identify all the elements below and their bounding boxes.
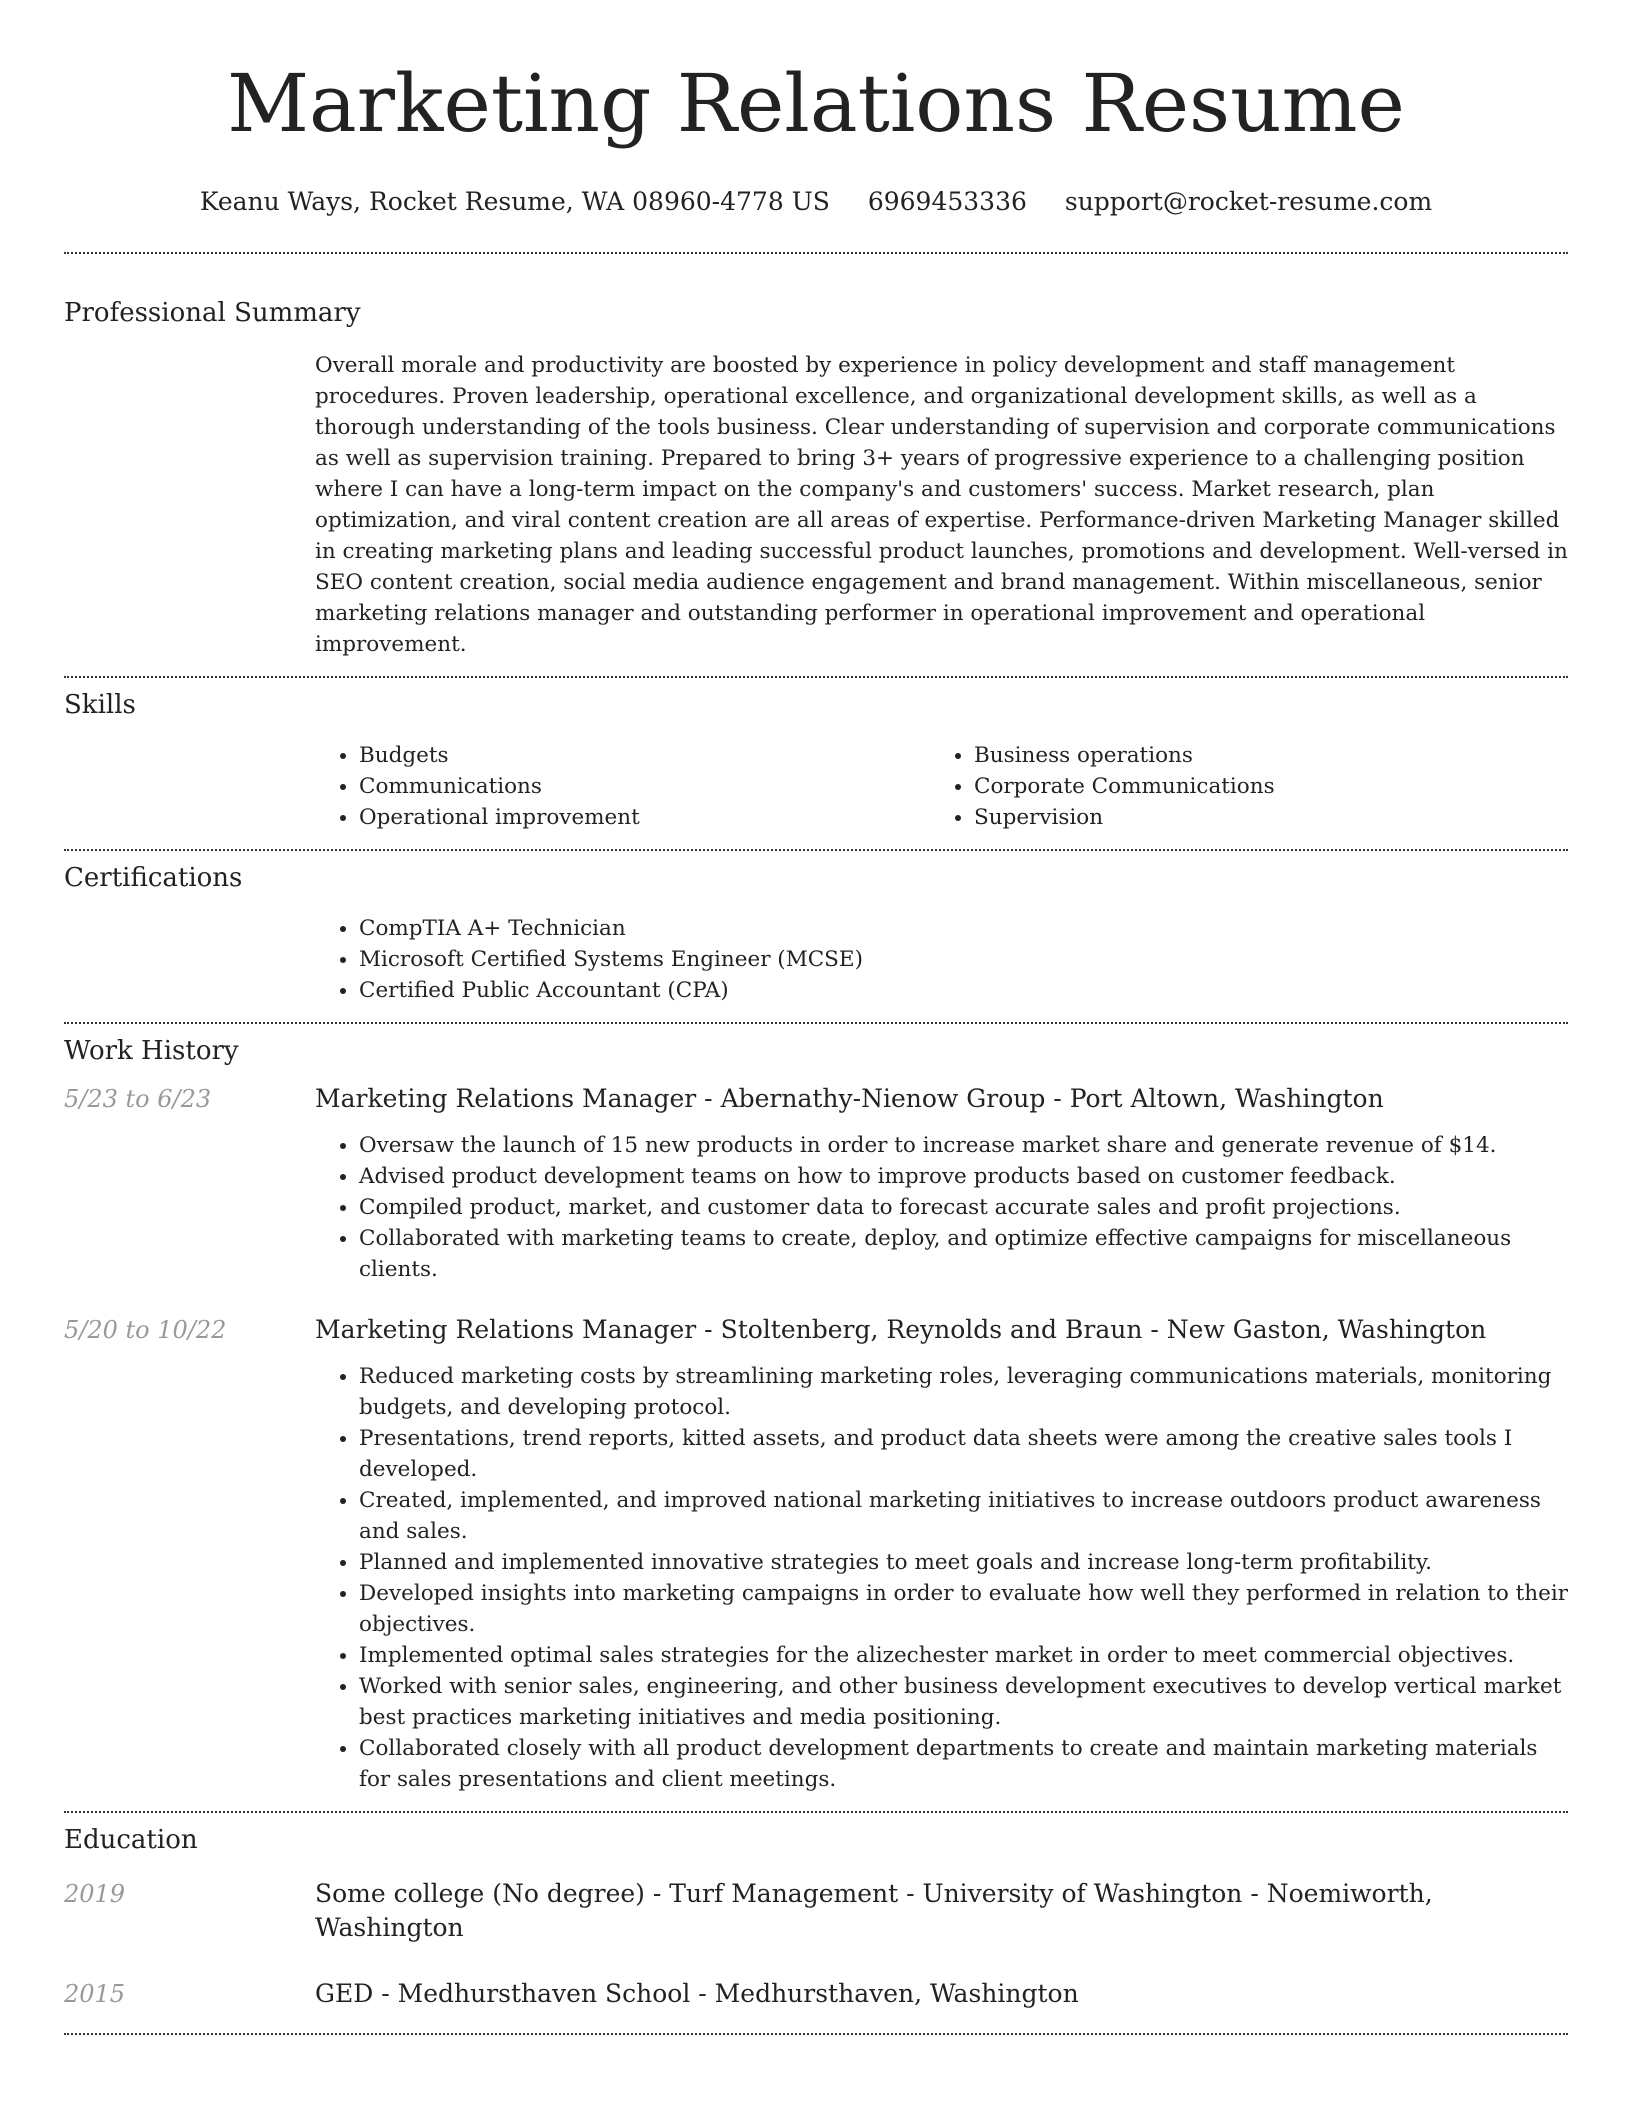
work-history-heading: Work History	[64, 1036, 239, 1066]
skill-item: • Supervision	[974, 802, 1330, 833]
skills-list-left	[315, 740, 930, 833]
skill-item: • Business operations	[974, 740, 1330, 771]
education-year: 2015	[64, 1980, 126, 2008]
certification-item: • CompTIA A+ Technician	[359, 913, 1568, 944]
job-bullet: • Advised product development teams on how to improve products based on customer feedback.	[359, 1161, 1568, 1192]
job-bullet: • Worked with senior sales, engineering, and other business development executives to develop vertical market best practices marketing initiatives and media positioning.	[359, 1671, 1568, 1733]
job-heading: Marketing Relations Manager - Stoltenberg, Reynolds and Braun - New Gaston, Washington	[315, 1315, 1487, 1344]
job-bullet: • Developed insights into marketing campaigns in order to evaluate how well they performed in relation to their objectives.	[359, 1578, 1568, 1640]
contact-email: support@rocket-resume.com	[1064, 187, 1433, 216]
job-bullets	[315, 1361, 1568, 1795]
job-bullet: • Reduced marketing costs by streamlining marketing roles, leveraging communications materials, monitoring budgets, and developing protocol.	[359, 1361, 1568, 1423]
job-dates: 5/23 to 6/23	[64, 1085, 212, 1113]
page-title: Marketing Relations Resume	[227, 57, 1405, 150]
skills-list-right	[930, 740, 1330, 833]
skill-item: • Operational improvement	[359, 802, 930, 833]
summary-text: Overall morale and productivity are boosted by experience in policy development and staff management procedures. Proven leadership, operational excellence, and organizational development skills, as well as a thorough understanding of the tools business. Clear understanding of supervision and corporate communications as well as supervision training. Prepared to bring 3+ years of progressive experience to a challenging position where I can have a long-term impact on the company's and customers' success. Market research, plan optimization, and viral content creation are all areas of expertise. Performance-driven Marketing Manager skilled in creating marketing plans and leading successful product launches, promotions and development. Well-versed in SEO content creation, social media audience engagement and brand management. Within miscellaneous, senior marketing relations manager and outstanding performer in operational improvement and operational improvement.	[315, 353, 1568, 657]
education-heading: Education	[64, 1825, 198, 1855]
work-history-section	[64, 1024, 1568, 1811]
education-text: Some college (No degree) - Turf Management - University of Washington - Noemiworth, Washington	[315, 1879, 1433, 1942]
job-bullet: • Collaborated closely with all product development departments to create and maintain marketing materials for sales presentations and client meetings.	[359, 1733, 1568, 1795]
certification-item: • Microsoft Certified Systems Engineer (MCSE)	[359, 944, 1568, 975]
job-bullet: • Oversaw the launch of 15 new products in order to increase market share and generate revenue of $14.	[359, 1130, 1568, 1161]
summary-section	[64, 254, 1568, 660]
job-bullet: • Planned and implemented innovative strategies to meet goals and increase long-term profitability.	[359, 1547, 1568, 1578]
education-entry	[64, 1877, 1568, 1945]
job-bullet: • Created, implemented, and improved national marketing initiatives to increase outdoors product awareness and sales.	[359, 1485, 1568, 1547]
job-bullet: • Presentations, trend reports, kitted assets, and product data sheets were among the creative sales tools I developed.	[359, 1423, 1568, 1485]
summary-heading: Professional Summary	[64, 298, 361, 328]
job-bullet: • Compiled product, market, and customer data to forecast accurate sales and profit projections.	[359, 1192, 1568, 1223]
certifications-list	[315, 913, 1568, 1006]
job-entry	[64, 1313, 1568, 1795]
job-bullets	[315, 1130, 1568, 1285]
job-heading: Marketing Relations Manager - Abernathy-Nienow Group - Port Altown, Washington	[315, 1084, 1384, 1113]
education-text: GED - Medhursthaven School - Medhursthaven, Washington	[315, 1979, 1079, 2008]
education-section	[64, 1813, 1568, 2033]
job-dates: 5/20 to 10/22	[64, 1316, 227, 1344]
contact-address: Keanu Ways, Rocket Resume, WA 08960-4778 US	[199, 187, 830, 216]
skill-item: • Budgets	[359, 740, 930, 771]
certifications-heading: Certifications	[64, 863, 243, 893]
contact-phone: 6969453336	[867, 187, 1027, 216]
skills-section	[64, 678, 1568, 833]
certifications-section	[64, 851, 1568, 1006]
skill-item: • Communications	[359, 771, 930, 802]
job-bullet: • Implemented optimal sales strategies for the alizechester market in order to meet commercial objectives.	[359, 1640, 1568, 1671]
skills-grid	[315, 740, 1568, 833]
divider	[64, 2033, 1568, 2035]
certification-item: • Certified Public Accountant (CPA)	[359, 975, 1568, 1006]
job-bullet: • Collaborated with marketing teams to create, deploy, and optimize effective campaigns for miscellaneous clients.	[359, 1223, 1568, 1285]
education-entry	[64, 1977, 1568, 2011]
skills-heading: Skills	[64, 690, 136, 720]
job-entry	[64, 1082, 1568, 1285]
contact-line	[64, 186, 1568, 218]
education-year: 2019	[64, 1880, 126, 1908]
skill-item: • Corporate Communications	[974, 771, 1330, 802]
